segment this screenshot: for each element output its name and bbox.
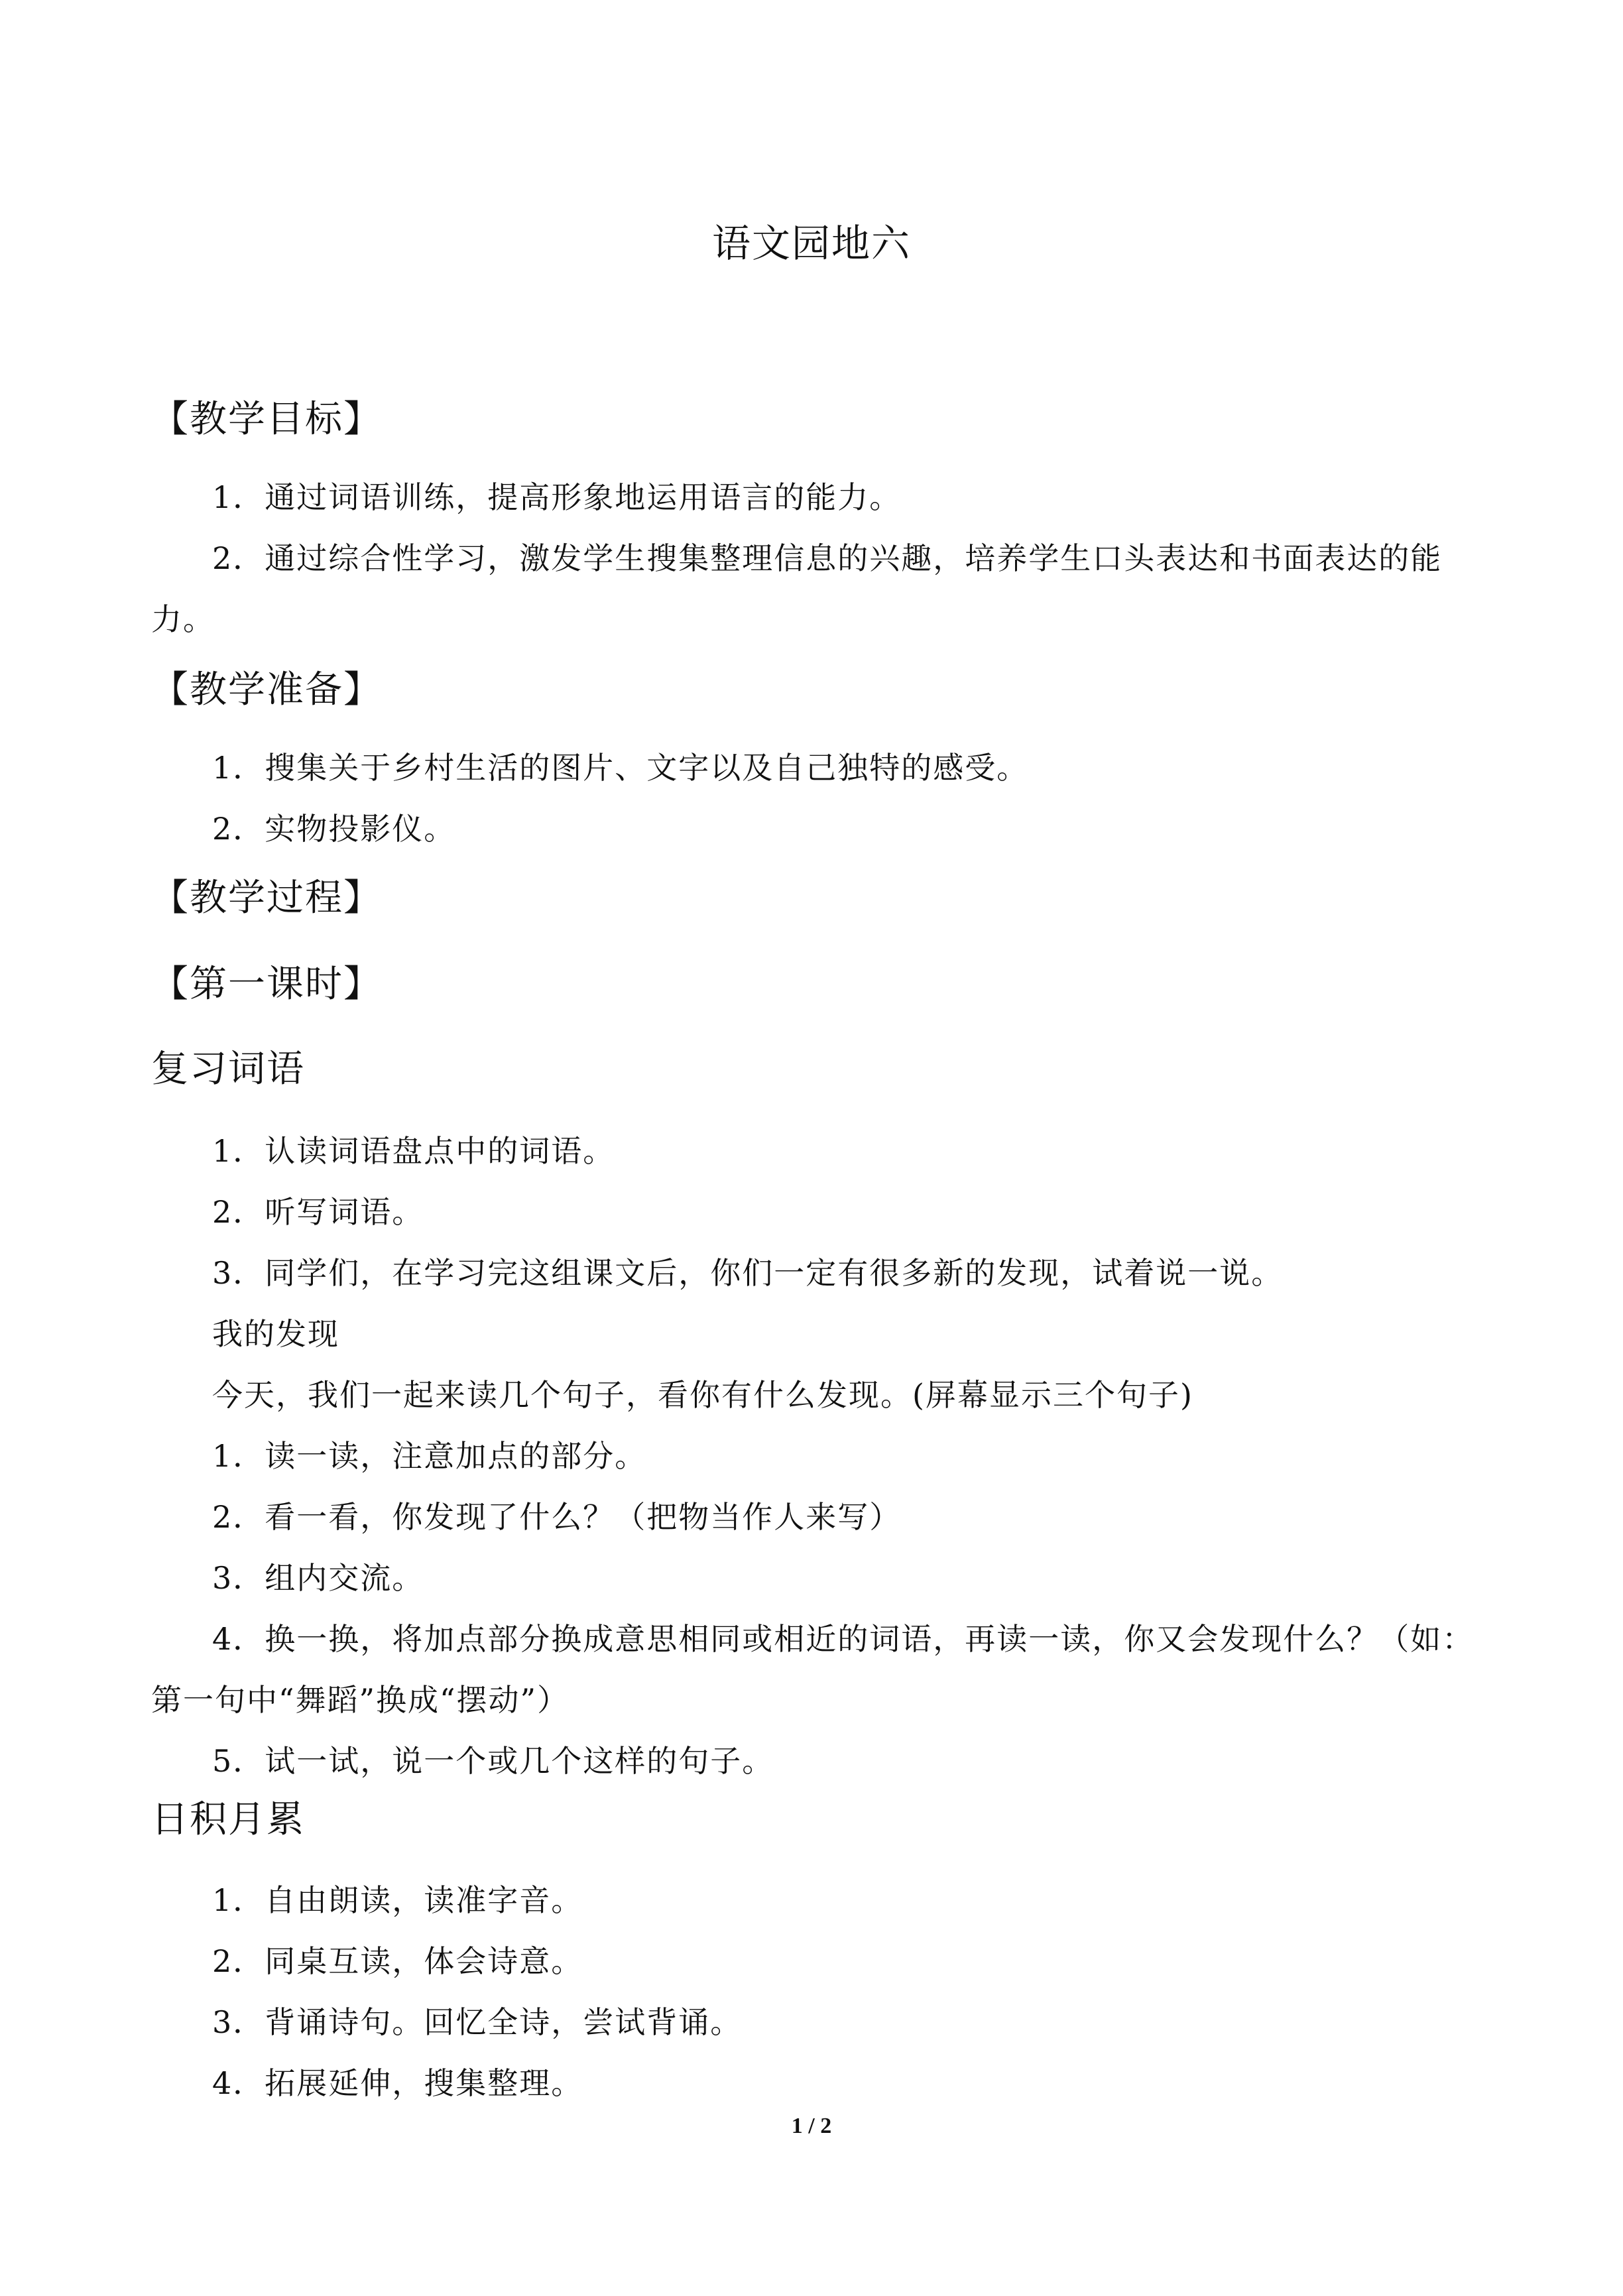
accumulate-item-4: 4．拓展延伸，搜集整理。 (212, 2065, 583, 2101)
review-item-2: 2．听写词语。 (212, 1194, 424, 1230)
goals-item-2-cont: 力。 (151, 601, 215, 637)
review-heading: 复习词语 (151, 1048, 305, 1091)
lesson1-heading: 【第一课时】 (151, 963, 382, 1006)
document-title: 语文园地六 (711, 221, 911, 266)
review-step-2: 2．看一看，你发现了什么？（把物当作人来写） (212, 1499, 902, 1535)
process-heading: 【教学过程】 (151, 876, 382, 920)
page-number: 1 / 2 (791, 2114, 832, 2138)
accumulate-item-3: 3．背诵诗句。回忆全诗，尝试背诵。 (212, 2004, 743, 2040)
prep-item-2: 2．实物投影仪。 (212, 811, 456, 847)
review-item-1: 1．认读词语盘点中的词语。 (212, 1133, 615, 1169)
review-step-4: 4．换一换，将加点部分换成意思相同或相近的词语，再读一读，你又会发现什么？（如： (212, 1621, 1474, 1657)
review-step-3: 3．组内交流。 (212, 1560, 424, 1596)
review-step-4-cont: 第一句中“舞蹈”换成“摆动”） (151, 1682, 570, 1718)
goals-item-1: 1．通过词语训练，提高形象地运用语言的能力。 (212, 479, 902, 515)
review-item-3: 3．同学们，在学习完这组课文后，你们一定有很多新的发现，试着说一说。 (212, 1255, 1284, 1291)
review-discovery-title: 我的发现 (212, 1316, 339, 1352)
prep-item-1: 1．搜集关于乡村生活的图片、文字以及自己独特的感受。 (212, 750, 1029, 786)
review-step-5: 5．试一试，说一个或几个这样的句子。 (212, 1743, 774, 1779)
accumulate-item-1: 1．自由朗读，读准字音。 (212, 1882, 583, 1918)
accumulate-item-2: 2．同桌互读，体会诗意。 (212, 1943, 583, 1979)
goals-heading: 【教学目标】 (151, 398, 382, 441)
prep-heading: 【教学准备】 (151, 668, 382, 711)
accumulate-heading: 日积月累 (151, 1798, 305, 1841)
review-intro: 今天，我们一起来读几个句子，看你有什么发现。(屏幕显示三个句子) (212, 1377, 1193, 1413)
goals-item-2: 2．通过综合性学习，激发学生搜集整理信息的兴趣，培养学生口头表达和书面表达的能 (212, 540, 1443, 576)
review-step-1: 1．读一读，注意加点的部分。 (212, 1438, 647, 1474)
